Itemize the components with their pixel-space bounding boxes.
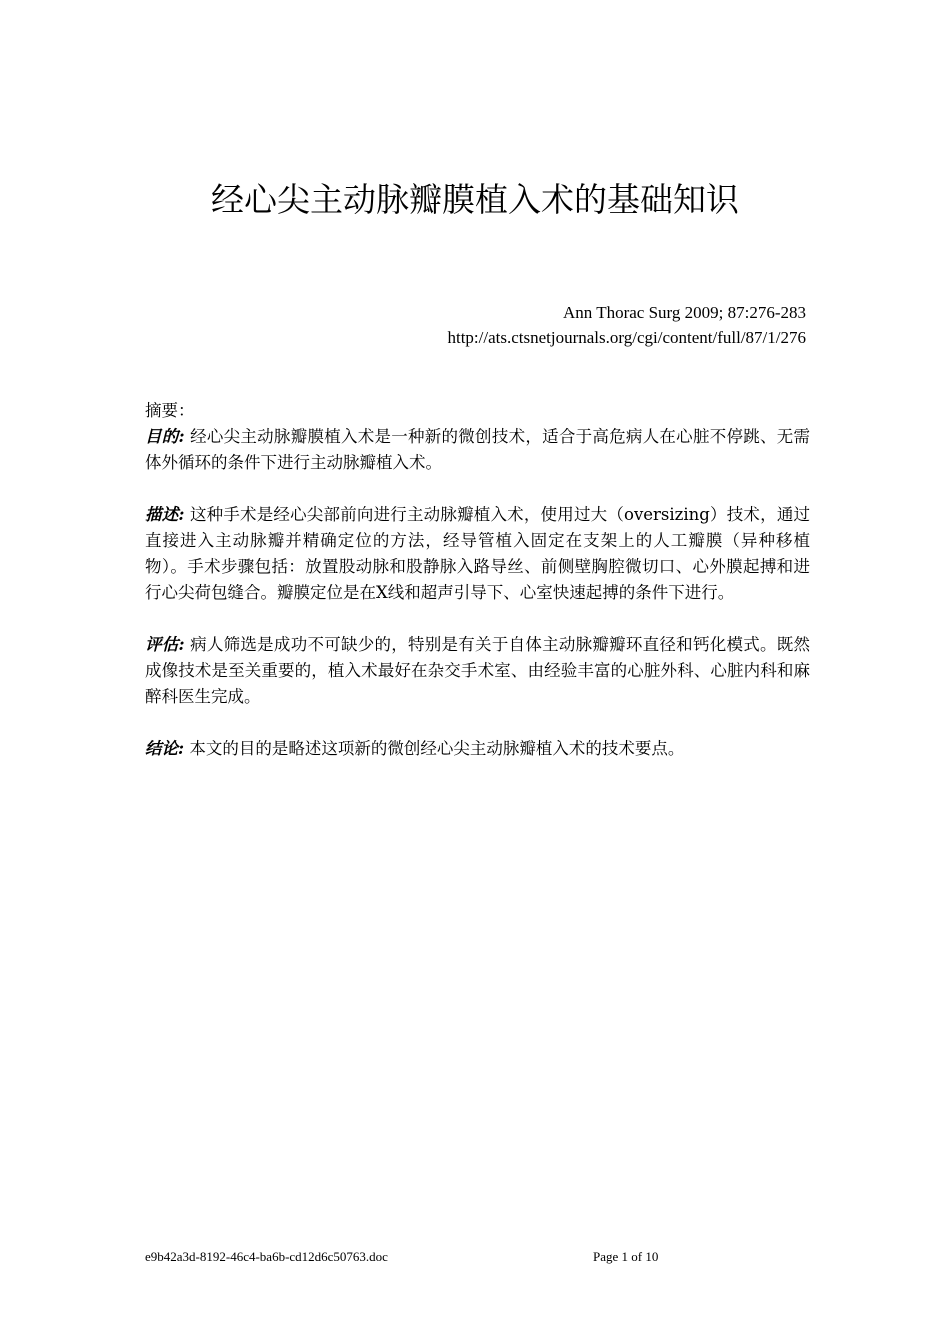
document-title: 经心尖主动脉瓣膜植入术的基础知识: [211, 180, 739, 219]
objective-text: 经心尖主动脉瓣膜植入术是一种新的微创技术，适合于高危病人在心脏不停跳、无需体外循环的条件下进行主动脉瓣植入术。: [145, 427, 811, 472]
citation-url[interactable]: http://ats.ctsnetjournals.org/cgi/content/full/87/1/276: [447, 328, 806, 347]
abstract-description: [145, 502, 810, 606]
footer-page-number: Page 1 of 10: [593, 1249, 659, 1264]
abstract-objective: [145, 424, 810, 476]
citation-journal: Ann Thorac Surg 2009; 87:276-283: [562, 303, 806, 322]
objective-separator: :: [178, 427, 185, 446]
objective-label: 目的: [145, 427, 179, 446]
description-label: 描述: [145, 505, 179, 524]
evaluation-text: 病人筛选是成功不可缺少的，特别是有关于自体主动脉瓣瓣环直径和钙化模式。既然成像技术是至关重要的，植入术最好在杂交手术室、由经验丰富的心脏外科、心脏内科和麻醉科医生完成。: [145, 635, 811, 706]
abstract-conclusion: [145, 736, 810, 762]
evaluation-separator: :: [178, 635, 185, 654]
conclusion-text: 本文的目的是略述这项新的微创经心尖主动脉瓣植入术的技术要点。: [184, 739, 685, 758]
abstract-evaluation: [145, 632, 810, 710]
conclusion-label: 结论: [145, 739, 178, 758]
citation-block: [447, 300, 806, 350]
evaluation-label: 评估: [145, 635, 179, 654]
abstract-section: [145, 398, 810, 788]
abstract-heading: 摘要：: [145, 401, 195, 420]
conclusion-separator: :: [178, 739, 185, 758]
description-separator: :: [178, 505, 185, 524]
footer-filename: e9b42a3d-8192-46c4-ba6b-cd12d6c50763.doc: [145, 1249, 388, 1264]
description-text: 这种手术是经心尖部前向进行主动脉瓣植入术，使用过大（oversizing）技术，通过直接进入主动脉瓣并精确定位的方法，经导管植入固定在支架上的人工瓣膜（异种移植物）。手术步骤包括：放置股动脉和股静脉入路导丝、前侧壁胸腔微切口、心外膜起搏和进行心尖荷包缝合。瓣膜定位是在X线和超声引导下、心室快速起搏的条件下进行。: [145, 505, 811, 602]
